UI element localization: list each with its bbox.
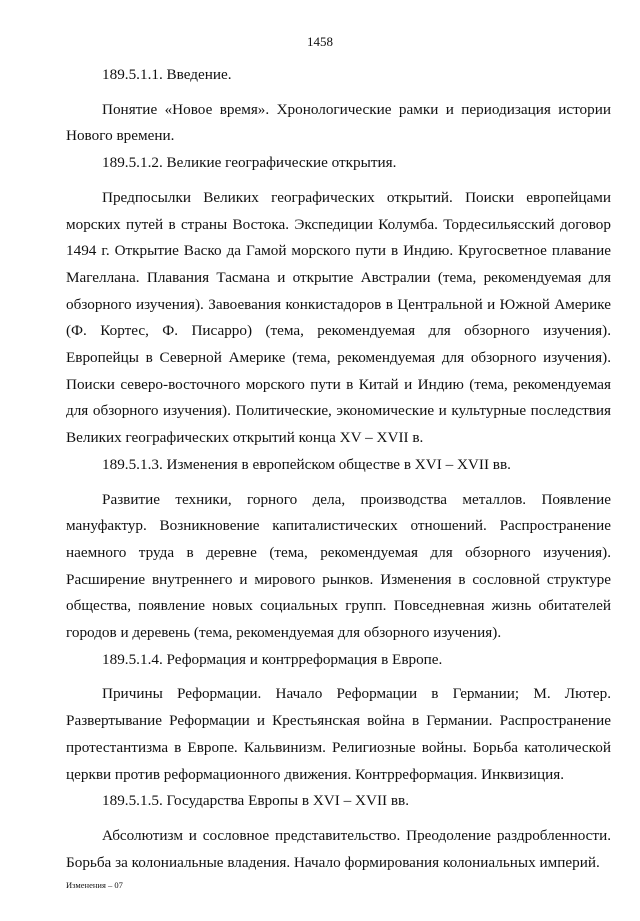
page-number: 1458 bbox=[307, 34, 333, 49]
section-heading-1: 189.5.1.1. Введение. bbox=[102, 66, 232, 83]
section-heading-5: 189.5.1.5. Государства Европы в XVI – XVII вв. bbox=[102, 792, 409, 810]
section-text-2: Предпосылки Великих географических открытий. Поиски европейцами морских путей в страны Востока. Экспедиции Колумба. Тордесильясский договор 1494 г. Открытие Васко да Гамой морского пути в Индию. Кругосветное плавание Магеллана. Плавания Тасмана и открытие Австралии (тема, рекомендуемая для обзорного изучения). Завоевания конкистадоров в Центральной и Южной Америке (Ф. Кортес, Ф. Писарро) (тема, рекомендуемая для обзорного изучения). Европейцы в Северной Америке (тема, рекомендуемая для обзорного изучения). Поиски северо-восточного морского пути в Китай и Индию (тема, рекомендуемая для обзорного изучения). Политические, экономические и культурные последствия Великих географических открытий конца XV – XVII в. bbox=[66, 188, 611, 447]
section-text-3: Развитие техники, горного дела, производства металлов. Появление мануфактур. Возникновение капиталистических отношений. Распространение наемного труда в деревне (тема, рекомендуемая для обзорного изучения). Расширение внутреннего и мирового рынков. Изменения в сословной структуре общества, появление новых социальных групп. Повседневная жизнь обитателей городов и деревень (тема, рекомендуемая для обзорного изучения). bbox=[66, 490, 611, 642]
section-text-5: Абсолютизм и сословное представительство. Преодоление раздробленности. Борьба за колониальные владения. Начало формирования колониальных империй. bbox=[66, 826, 611, 871]
section-text-1: Понятие «Новое время». Хронологические рамки и периодизация истории Нового времени. bbox=[66, 100, 611, 145]
section-text-4: Причины Реформации. Начало Реформации в Германии; М. Лютер. Развертывание Реформации и Крестьянская война в Германии. Распространение протестантизма в Европе. Кальвинизм. Религиозные войны. Борьба католической церкви против реформационного движения. Контрреформация. Инквизиция. bbox=[66, 685, 611, 783]
footer-revision-note: Изменения – 07 bbox=[66, 880, 123, 890]
section-heading-2: 189.5.1.2. Великие географические открытия. bbox=[102, 154, 397, 172]
document-content bbox=[66, 62, 611, 876]
section-heading-3: 189.5.1.3. Изменения в европейском обществе в XVI – XVII вв. bbox=[102, 455, 511, 473]
section-heading-4: 189.5.1.4. Реформация и контрреформация в Европе. bbox=[102, 650, 443, 668]
